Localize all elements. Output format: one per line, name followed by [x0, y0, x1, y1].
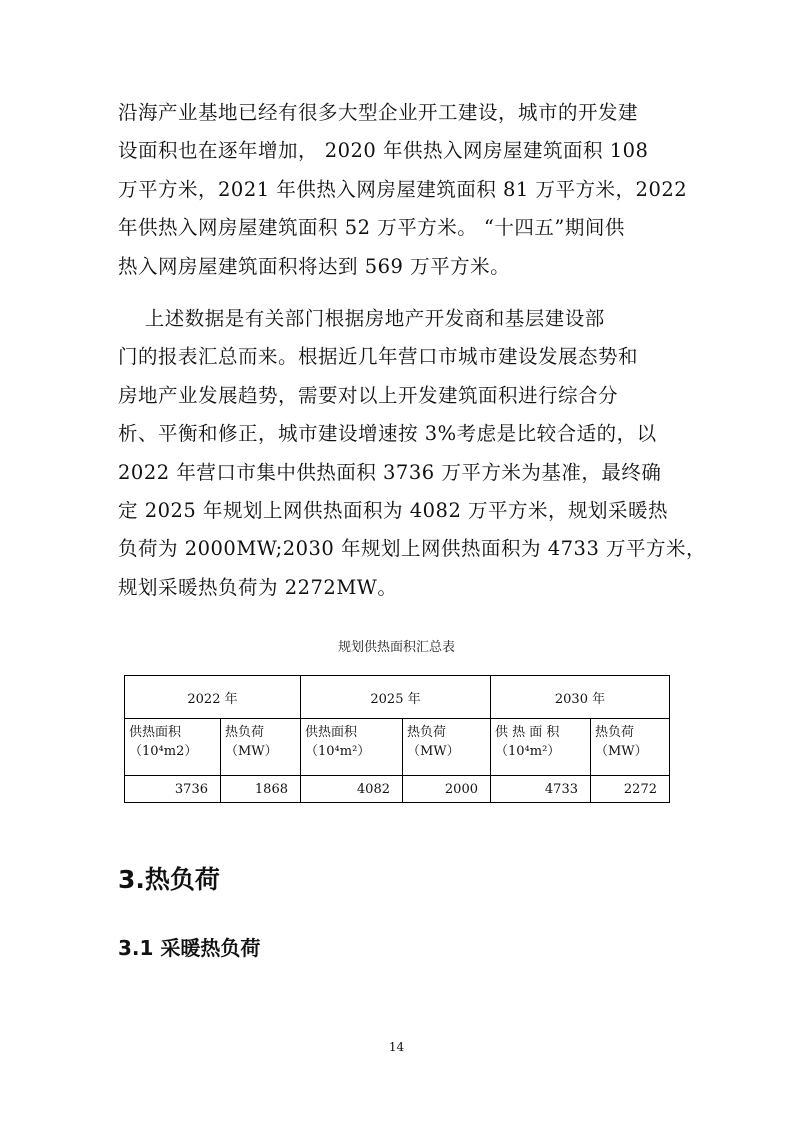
text-line: 热入网房屋建筑面积将达到 569 万平方米。	[118, 254, 511, 278]
year-header: 2030 年	[491, 676, 670, 719]
column-header: 供热面积 （10⁴m²）	[301, 719, 403, 776]
text-line: 年供热入网房屋建筑面积 52 万平方米。 “十四五”期间供	[118, 216, 625, 240]
table-cell: 2272	[591, 776, 670, 803]
text-line: 门的报表汇总而来。根据近几年营口市城市建设发展态势和	[118, 345, 639, 369]
text-line: 2022 年营口市集中供热面积 3736 万平方米为基准，最终确	[118, 460, 662, 484]
paragraph-2	[118, 300, 707, 607]
text-line: 析、平衡和修正，城市建设增速按 3%考虑是比较合适的，以	[118, 422, 657, 446]
table-cell: 1868	[221, 776, 301, 803]
text-line: 定 2025 年规划上网供热面积为 4082 万平方米，规划采暖热	[118, 498, 669, 522]
text-line: 万平方米，2021 年供热入网房屋建筑面积 81 万平方米，2022	[118, 177, 688, 201]
year-header: 2022 年	[125, 676, 301, 719]
column-header: 供 热 面 积 （10⁴m²）	[491, 719, 591, 776]
page-number: 14	[388, 1040, 405, 1054]
text-line: 沿海产业基地已经有很多大型企业开工建设，城市的开发建	[118, 101, 639, 124]
heating-area-summary-table	[124, 675, 670, 803]
column-header: 热负荷 （MW）	[221, 719, 301, 776]
text-line: 规划采暖热负荷为 2272MW。	[118, 575, 398, 599]
text-line: 上述数据是有关部门根据房地产开发商和基层建设部	[118, 307, 605, 330]
section-heading: 3.热负荷	[118, 865, 220, 894]
paragraph-1	[118, 94, 688, 286]
text-line: 设面积也在逐年增加， 2020 年供热入网房屋建筑面积 108	[118, 139, 649, 163]
table-cell: 2000	[403, 776, 491, 803]
text-line: 房地产业发展趋势，需要对以上开发建筑面积进行综合分	[118, 383, 619, 407]
year-header: 2025 年	[301, 676, 491, 719]
table-cell: 4082	[301, 776, 403, 803]
column-header: 供热面积 （10⁴m2）	[125, 719, 221, 776]
table-caption: 规划供热面积汇总表	[337, 640, 455, 655]
column-header: 热负荷 （MW）	[403, 719, 491, 776]
subsection-heading: 3.1 采暖热负荷	[118, 936, 261, 960]
table-cell: 3736	[125, 776, 221, 803]
text-line: 负荷为 2000MW;2030 年规划上网供热面积为 4733 万平方米，	[118, 537, 707, 561]
column-header: 热负荷 （MW）	[591, 719, 670, 776]
table-cell: 4733	[491, 776, 591, 803]
